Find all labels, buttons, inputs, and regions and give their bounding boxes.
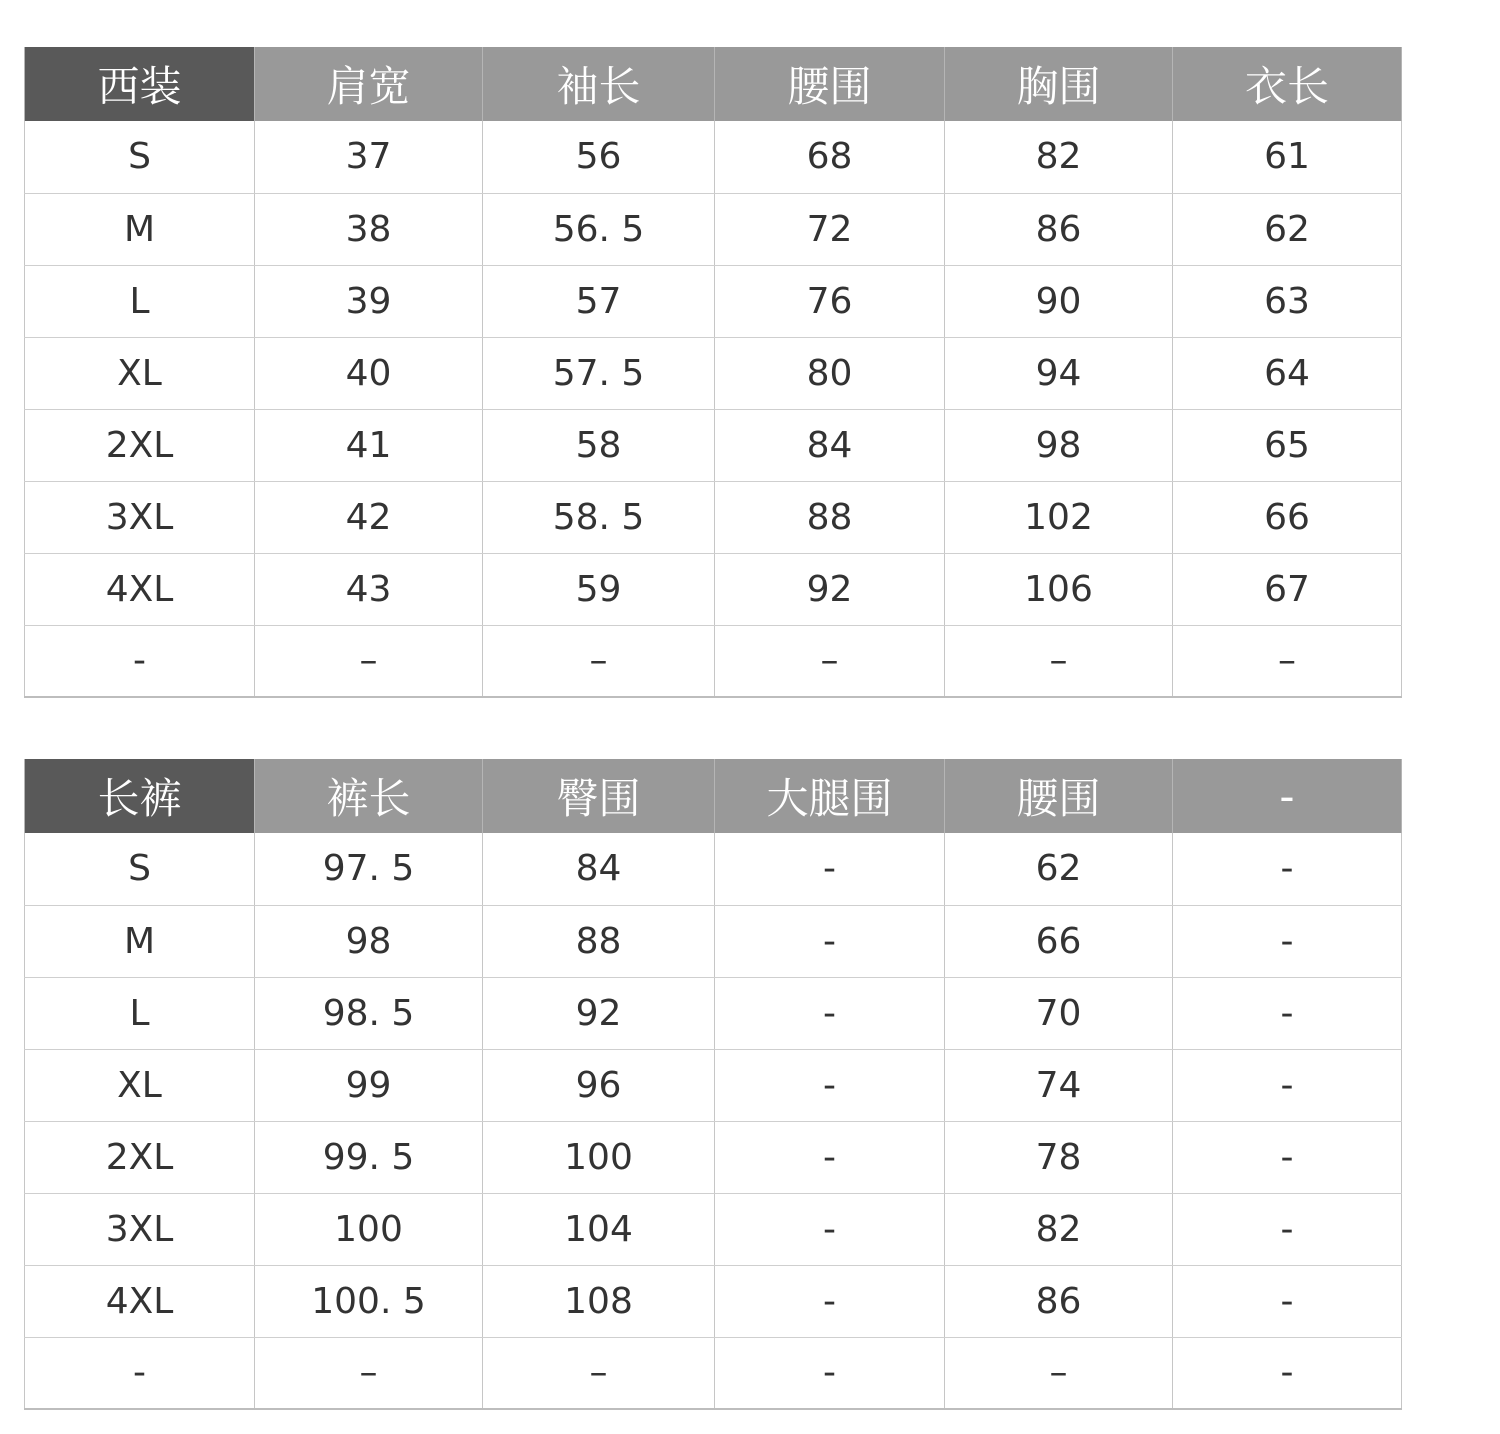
suit-measurement-cell: 72	[715, 193, 945, 265]
suit-measurement-cell: 56. 5	[483, 193, 715, 265]
pants-table-row	[25, 905, 1402, 977]
pants-measurement-cell: 100. 5	[255, 1265, 483, 1337]
suit-measurement-cell: 58	[483, 409, 715, 481]
pants-measurement-cell: 104	[483, 1193, 715, 1265]
suit-size-label-cell: 4XL	[25, 553, 255, 625]
pants-measurement-cell: 62	[945, 833, 1173, 905]
pants-measurement-cell: 98	[255, 905, 483, 977]
suit-measurement-cell: 39	[255, 265, 483, 337]
pants-measurement-cell: -	[715, 977, 945, 1049]
suit-measurement-cell: 57. 5	[483, 337, 715, 409]
suit-size-table	[24, 47, 1402, 698]
suit-measurement-cell: 86	[945, 193, 1173, 265]
suit-measurement-cell: 63	[1173, 265, 1402, 337]
suit-measurement-cell: 84	[715, 409, 945, 481]
suit-table-row	[25, 409, 1402, 481]
pants-size-label-cell: 3XL	[25, 1193, 255, 1265]
pants-measurement-cell: 88	[483, 905, 715, 977]
pants-measurement-cell: -	[1173, 1337, 1402, 1409]
suit-measurement-cell: 61	[1173, 121, 1402, 193]
pants-measurement-cell: -	[715, 833, 945, 905]
suit-measurement-cell: 92	[715, 553, 945, 625]
suit-measurement-cell: 59	[483, 553, 715, 625]
pants-measurement-cell: 99. 5	[255, 1121, 483, 1193]
suit-measurement-cell: –	[945, 625, 1173, 697]
suit-header-cell-0: 西装	[25, 47, 255, 121]
pants-measurement-cell: -	[715, 1337, 945, 1409]
pants-measurement-cell: 108	[483, 1265, 715, 1337]
suit-size-label-cell: L	[25, 265, 255, 337]
suit-measurement-cell: 80	[715, 337, 945, 409]
suit-table-row	[25, 481, 1402, 553]
pants-table-body	[25, 833, 1402, 1409]
suit-measurement-cell: 66	[1173, 481, 1402, 553]
pants-size-label-cell: -	[25, 1337, 255, 1409]
suit-measurement-cell: 40	[255, 337, 483, 409]
suit-measurement-cell: 102	[945, 481, 1173, 553]
suit-measurement-cell: 57	[483, 265, 715, 337]
pants-header-cell-3: 大腿围	[715, 759, 945, 833]
pants-size-label-cell: 2XL	[25, 1121, 255, 1193]
pants-measurement-cell: -	[715, 1049, 945, 1121]
suit-header-cell-3: 腰围	[715, 47, 945, 121]
suit-measurement-cell: 38	[255, 193, 483, 265]
pants-measurement-cell: 98. 5	[255, 977, 483, 1049]
pants-table-row	[25, 1337, 1402, 1409]
pants-measurement-cell: -	[715, 1121, 945, 1193]
pants-measurement-cell: –	[945, 1337, 1173, 1409]
suit-measurement-cell: 65	[1173, 409, 1402, 481]
suit-measurement-cell: 94	[945, 337, 1173, 409]
pants-measurement-cell: 92	[483, 977, 715, 1049]
suit-measurement-cell: 82	[945, 121, 1173, 193]
suit-size-label-cell: S	[25, 121, 255, 193]
pants-header-cell-4: 腰围	[945, 759, 1173, 833]
pants-table-row	[25, 1265, 1402, 1337]
pants-measurement-cell: -	[715, 1193, 945, 1265]
suit-measurement-cell: 88	[715, 481, 945, 553]
pants-measurement-cell: -	[1173, 905, 1402, 977]
suit-header-row	[25, 47, 1402, 121]
suit-table-row	[25, 337, 1402, 409]
suit-header-cell-5: 衣长	[1173, 47, 1402, 121]
pants-measurement-cell: -	[1173, 1193, 1402, 1265]
pants-measurement-cell: -	[1173, 1121, 1402, 1193]
pants-size-label-cell: M	[25, 905, 255, 977]
pants-header-cell-5: -	[1173, 759, 1402, 833]
pants-size-label-cell: S	[25, 833, 255, 905]
pants-size-label-cell: 4XL	[25, 1265, 255, 1337]
pants-measurement-cell: 70	[945, 977, 1173, 1049]
suit-measurement-cell: 64	[1173, 337, 1402, 409]
suit-measurement-cell: 67	[1173, 553, 1402, 625]
suit-size-label-cell: -	[25, 625, 255, 697]
suit-measurement-cell: 90	[945, 265, 1173, 337]
pants-measurement-cell: 74	[945, 1049, 1173, 1121]
pants-measurement-cell: 84	[483, 833, 715, 905]
suit-size-label-cell: XL	[25, 337, 255, 409]
pants-measurement-cell: -	[1173, 977, 1402, 1049]
pants-measurement-cell: 96	[483, 1049, 715, 1121]
suit-table-row	[25, 265, 1402, 337]
pants-measurement-cell: -	[1173, 1049, 1402, 1121]
pants-header-cell-0: 长裤	[25, 759, 255, 833]
suit-measurement-cell: 43	[255, 553, 483, 625]
pants-size-table	[24, 759, 1402, 1410]
pants-table-row	[25, 977, 1402, 1049]
suit-measurement-cell: –	[483, 625, 715, 697]
suit-table-row	[25, 121, 1402, 193]
pants-measurement-cell: 86	[945, 1265, 1173, 1337]
suit-table-body	[25, 121, 1402, 697]
pants-measurement-cell: -	[715, 905, 945, 977]
pants-table-row	[25, 1049, 1402, 1121]
pants-table-row	[25, 1193, 1402, 1265]
suit-measurement-cell: 68	[715, 121, 945, 193]
suit-header-cell-1: 肩宽	[255, 47, 483, 121]
pants-measurement-cell: –	[255, 1337, 483, 1409]
suit-measurement-cell: 37	[255, 121, 483, 193]
pants-size-label-cell: L	[25, 977, 255, 1049]
suit-table-row	[25, 193, 1402, 265]
pants-measurement-cell: 99	[255, 1049, 483, 1121]
suit-measurement-cell: 42	[255, 481, 483, 553]
pants-measurement-cell: -	[1173, 1265, 1402, 1337]
suit-size-label-cell: 3XL	[25, 481, 255, 553]
pants-table-row	[25, 1121, 1402, 1193]
pants-measurement-cell: 66	[945, 905, 1173, 977]
suit-measurement-cell: –	[1173, 625, 1402, 697]
pants-measurement-cell: 97. 5	[255, 833, 483, 905]
suit-measurement-cell: 76	[715, 265, 945, 337]
suit-header-cell-4: 胸围	[945, 47, 1173, 121]
suit-size-label-cell: M	[25, 193, 255, 265]
pants-header-cell-2: 臀围	[483, 759, 715, 833]
suit-measurement-cell: 106	[945, 553, 1173, 625]
suit-measurement-cell: 62	[1173, 193, 1402, 265]
pants-size-label-cell: XL	[25, 1049, 255, 1121]
suit-size-label-cell: 2XL	[25, 409, 255, 481]
suit-measurement-cell: –	[715, 625, 945, 697]
suit-measurement-cell: 98	[945, 409, 1173, 481]
pants-measurement-cell: -	[715, 1265, 945, 1337]
pants-measurement-cell: 82	[945, 1193, 1173, 1265]
suit-measurement-cell: 58. 5	[483, 481, 715, 553]
pants-measurement-cell: 100	[483, 1121, 715, 1193]
pants-header-cell-1: 裤长	[255, 759, 483, 833]
pants-measurement-cell: -	[1173, 833, 1402, 905]
suit-table-row	[25, 553, 1402, 625]
suit-measurement-cell: 41	[255, 409, 483, 481]
suit-header-cell-2: 袖长	[483, 47, 715, 121]
pants-table-row	[25, 833, 1402, 905]
suit-table-row	[25, 625, 1402, 697]
pants-header-row	[25, 759, 1402, 833]
suit-measurement-cell: –	[255, 625, 483, 697]
pants-measurement-cell: –	[483, 1337, 715, 1409]
pants-measurement-cell: 100	[255, 1193, 483, 1265]
suit-measurement-cell: 56	[483, 121, 715, 193]
pants-measurement-cell: 78	[945, 1121, 1173, 1193]
